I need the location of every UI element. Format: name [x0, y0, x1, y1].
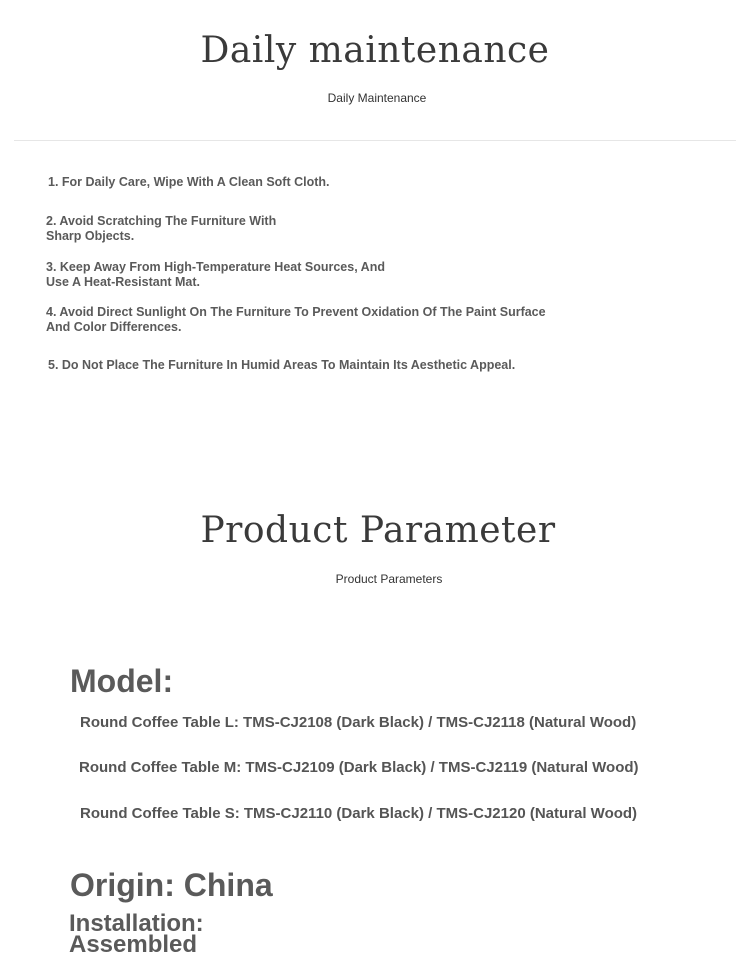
model-line-l: Round Coffee Table L: TMS-CJ2108 (Dark Black) / TMS-CJ2118 (Natural Wood)	[80, 714, 637, 731]
section-divider	[14, 140, 736, 141]
model-line-m: Round Coffee Table M: TMS-CJ2109 (Dark Black) / TMS-CJ2119 (Natural Wood)	[79, 759, 639, 776]
maintenance-tip-4: 4. Avoid Direct Sunlight On The Furniture To Prevent Oxidation Of The Paint Surface And Color Differences.	[46, 305, 546, 334]
maintenance-tip-5: 5. Do Not Place The Furniture In Humid Areas To Maintain Its Aesthetic Appeal.	[48, 358, 516, 372]
maintenance-tip-2: 2. Avoid Scratching The Furniture With Sharp Objects.	[46, 214, 277, 243]
maintenance-title: Daily maintenance	[200, 30, 550, 71]
model-line-s: Round Coffee Table S: TMS-CJ2110 (Dark Black) / TMS-CJ2120 (Natural Wood)	[80, 805, 638, 822]
maintenance-tip-3: 3. Keep Away From High-Temperature Heat Sources, And Use A Heat-Resistant Mat.	[46, 260, 385, 289]
model-label: Model:	[70, 663, 174, 699]
maintenance-tip-1: 1. For Daily Care, Wipe With A Clean Soft Cloth.	[48, 175, 330, 189]
origin-text: Origin: China	[70, 867, 273, 903]
parameters-subtitle: Product Parameters	[335, 572, 443, 586]
installation-text: Installation: Assembled	[69, 910, 204, 958]
parameters-title: Product Parameter	[200, 510, 556, 551]
maintenance-subtitle: Daily Maintenance	[327, 91, 427, 105]
